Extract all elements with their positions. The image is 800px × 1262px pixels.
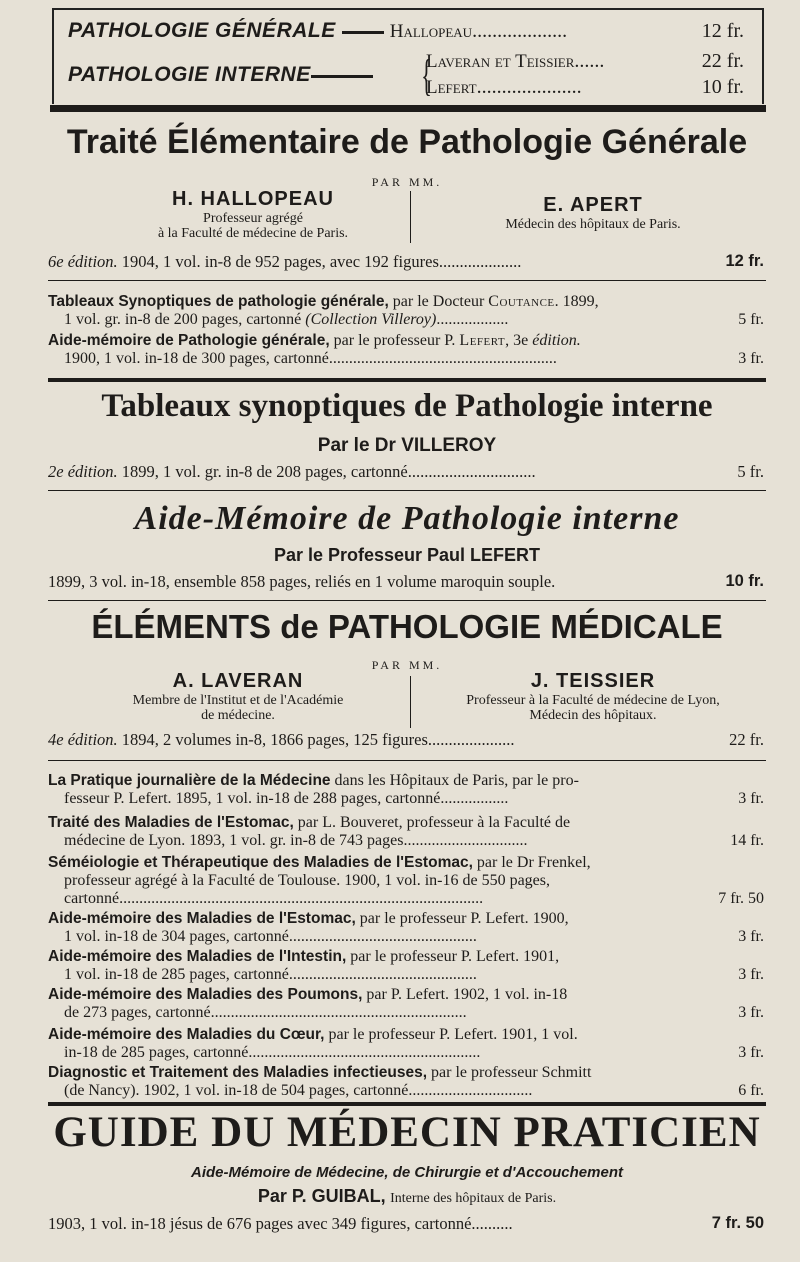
header-brace: { — [421, 51, 432, 100]
synoptiques-edition-line: 2e édition. 1899, 1 vol. gr. in-8 de 208 pages, cartonné............................... 5 fr. — [48, 462, 764, 481]
aide-interne-byline: Par le Professeur Paul LEFERT — [273, 545, 541, 565]
traite-par: PAR MM. — [371, 175, 443, 189]
guide-subtitle: Aide-Mémoire de Médecine, de Chirurgie et d'Accouchement — [191, 1164, 623, 1181]
traite-author-2: E. APERT Médecin des hôpitaux de Paris. — [428, 194, 758, 232]
header-price-2: 22 fr. — [701, 50, 744, 72]
elements-price: 22 fr. — [729, 730, 764, 749]
tableaux-generale-entry: Tableaux Synoptiques de pathologie générale, par le Docteur Coutance. 1899, 1 vol. gr. in-8 de 200 pages, cartonné (Collection Villeroy).................. 5 fr. — [48, 293, 764, 328]
list-item: Aide-mémoire des Maladies des Poumons, par P. Lefert. 1902, 1 vol. in-18 de 273 pages, cartonné................................................................ 3 fr. — [48, 986, 764, 1021]
author-name: E. APERT — [543, 194, 643, 216]
header-price-1: 12 fr. — [701, 20, 744, 42]
aide-interne-price: 10 fr. — [725, 572, 764, 590]
traite-price: 12 fr. — [725, 252, 764, 270]
list-item: Aide-mémoire des Maladies de l'Estomac, par le professeur P. Lefert. 1900, 1 vol. in-18 de 304 pages, cartonné............................................... 3 fr. — [48, 910, 764, 945]
header-author-lefert: Lefert — [426, 77, 477, 98]
aide-interne-title: Aide-Mémoire de Pathologie interne — [134, 500, 680, 537]
traite-edition-line: 6e édition. 1904, 1 vol. in-8 de 952 pages, avec 192 figures.................... 12 fr. — [48, 252, 764, 271]
aide-generale-entry: Aide-mémoire de Pathologie générale, par le professeur P. Lefert, 3e édition. 1900, 1 vol. in-18 de 300 pages, cartonné......................................................... 3 fr. — [48, 332, 764, 367]
author-name: J. TEISSIER — [530, 670, 656, 692]
list-item: Aide-mémoire des Maladies du Cœur, par le professeur P. Lefert. 1901, 1 vol. in-18 de 285 pages, cartonné.......................................................... 3 fr. — [48, 1026, 764, 1061]
header-row-laveran: Laveran et Teissier...... 22 fr. — [426, 50, 744, 72]
header-price-3: 10 fr. — [701, 76, 744, 98]
header-author-laveran: Laveran et Teissier — [426, 51, 575, 72]
catalog-page — [48, 8, 766, 1258]
elements-author-2: J. TEISSIER Professeur à la Faculté de médecine de Lyon, Médecin des hôpitaux. — [420, 670, 766, 723]
header-label-generale: PATHOLOGIE GÉNÉRALE — [68, 19, 336, 42]
elements-edition-line: 4e édition. 1894, 2 volumes in-8, 1866 pages, 125 figures..................... 22 fr. — [48, 730, 764, 749]
elements-title: ÉLÉMENTS de PATHOLOGIE MÉDICALE — [91, 608, 723, 645]
traite-author-1: H. HALLOPEAU Professeur agrégé à la Faculté de médecine de Paris. — [88, 188, 418, 241]
divider — [48, 280, 766, 281]
aide-interne-details-line: 1899, 3 vol. in-18, ensemble 858 pages, reliés en 1 volume maroquin souple. 10 fr. — [48, 572, 764, 591]
list-item: Séméiologie et Thérapeutique des Maladies de l'Estomac, par le Dr Frenkel, professeur agrégé à la Faculté de Toulouse. 1900, 1 vol. in-16 de 550 pages, cartonné........................................................................................... 7 fr. 50 — [48, 854, 764, 907]
elements-author-1: A. LAVERAN Membre de l'Institut et de l'Académie de médecine. — [78, 670, 398, 723]
header-label-interne: PATHOLOGIE INTERNE — [68, 63, 311, 86]
header-row-generale: PATHOLOGIE GÉNÉRALE Hallopeau................... 12 fr. — [68, 19, 744, 42]
header-row-lefert: Lefert..................... 10 fr. — [426, 76, 744, 98]
thick-divider — [48, 1102, 766, 1106]
divider — [48, 760, 766, 761]
synoptiques-title: Tableaux synoptiques de Pathologie interne — [101, 388, 713, 424]
synoptiques-price: 5 fr. — [737, 462, 764, 481]
author-divider — [410, 191, 411, 243]
thick-divider — [48, 378, 766, 382]
header-author-hallopeau: Hallopeau — [389, 21, 473, 42]
author-name: H. HALLOPEAU — [172, 188, 334, 210]
traite-title: Traité Élémentaire de Pathologie Générale — [66, 123, 748, 161]
divider — [48, 490, 766, 491]
header-box — [52, 8, 764, 104]
list-item: La Pratique journalière de la Médecine dans les Hôpitaux de Paris, par le pro- fesseur P. Lefert. 1895, 1 vol. in-18 de 288 pages, cartonné................. 3 fr. — [48, 772, 764, 807]
guide-title: GUIDE DU MÉDECIN PRATICIEN — [53, 1109, 761, 1156]
guide-price: 7 fr. 50 — [711, 1214, 764, 1232]
list-item: Traité des Maladies de l'Estomac, par L. Bouveret, professeur à la Faculté de médecine de Lyon. 1893, 1 vol. gr. in-8 de 743 pages............................... 14 fr. — [48, 814, 764, 849]
divider — [48, 600, 766, 601]
list-item: Aide-mémoire des Maladies de l'Intestin, par le professeur P. Lefert. 1901, 1 vol. in-18 de 285 pages, cartonné............................................... 3 fr. — [48, 948, 764, 983]
author-name: A. LAVERAN — [172, 670, 304, 692]
list-item: Diagnostic et Traitement des Maladies infectieuses, par le professeur Schmitt (de Nancy). 1902, 1 vol. in-18 de 504 pages, cartonné............................... 6 fr. — [48, 1064, 764, 1099]
guide-byline: Par P. GUIBAL, Interne des hôpitaux de Paris. — [257, 1186, 557, 1206]
elements-par: PAR MM. — [371, 658, 443, 672]
guide-details-line: 1903, 1 vol. in-18 jésus de 676 pages avec 349 figures, cartonné.......... 7 fr. 50 — [48, 1214, 764, 1233]
synoptiques-byline: Par le Dr VILLEROY — [317, 435, 497, 456]
author-divider — [410, 676, 411, 728]
